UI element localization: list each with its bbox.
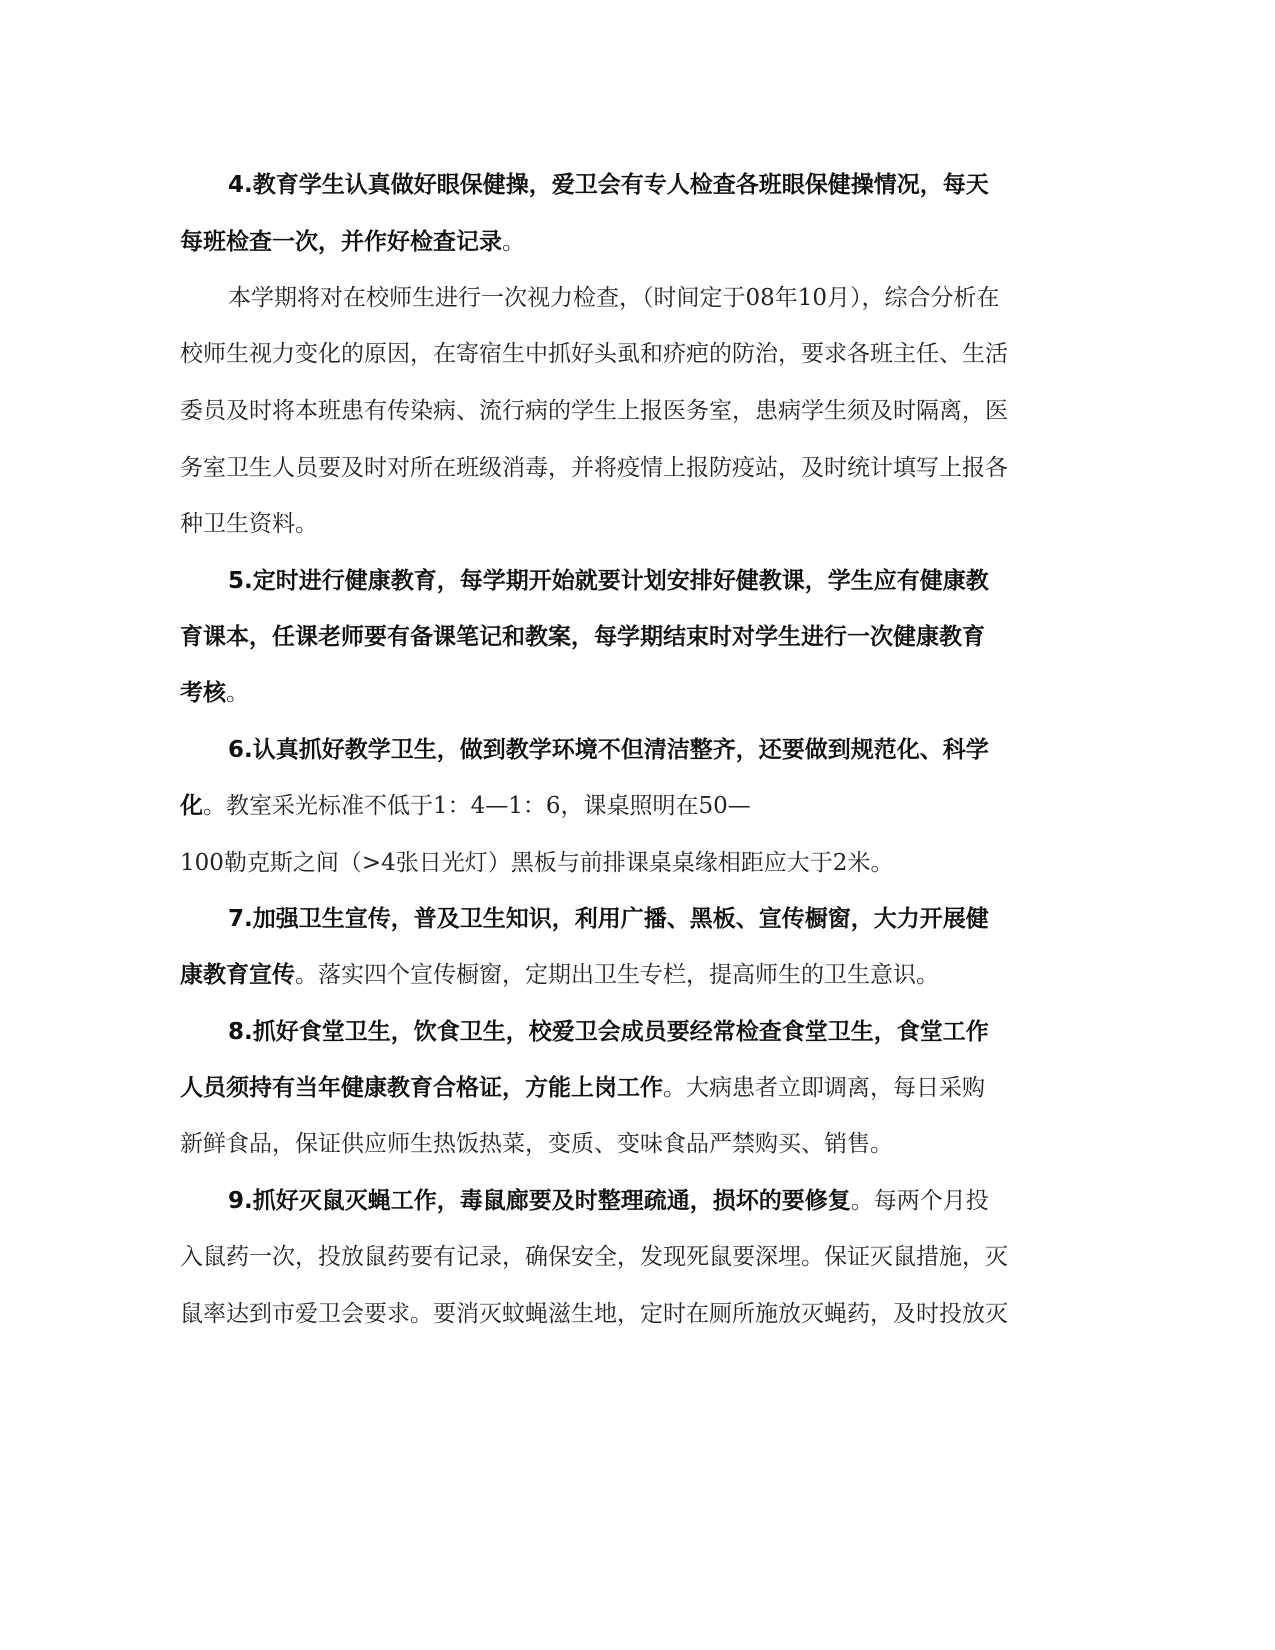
text-run: 种卫生资料。 [180, 511, 318, 537]
paragraph-6-line-2 [180, 791, 751, 821]
paragraph-8-line-1 [228, 1017, 989, 1047]
text-run: 8.抓好食堂卫生，饮食卫生，校爱卫会成员要经常检查食堂卫生，食堂工作 [228, 1019, 989, 1045]
vision-paragraph-line-5 [180, 509, 318, 539]
paragraph-6-line-3 [180, 848, 893, 878]
text-run: 100勒克斯之间（>4张日光灯）黑板与前排课桌桌缘相距应大于2米。 [180, 850, 894, 876]
text-run: 。落实四个宣传橱窗，定期出卫生专栏，提高师生的卫生意识。 [295, 962, 939, 988]
paragraph-8-line-3 [180, 1129, 893, 1159]
text-run: 育课本，任课老师要有备课笔记和教案，每学期结束时对学生进行一次健康教育 [180, 624, 985, 650]
paragraph-5-line-2 [180, 622, 985, 652]
paragraph-7-line-1 [228, 904, 989, 934]
text-run: 。每两个月投 [850, 1188, 989, 1214]
paragraph-6-line-1 [228, 735, 989, 765]
vision-paragraph-line-4 [180, 453, 1008, 483]
text-run: 化 [180, 793, 203, 819]
paragraph-7-line-2 [180, 960, 939, 990]
text-run: 。大病患者立即调离，每日采购 [663, 1075, 985, 1101]
text-run: 。 [502, 229, 525, 255]
paragraph-5-line-1 [228, 566, 989, 596]
text-run: 6.认真抓好教学卫生，做到教学环境不但清洁整齐，还要做到规范化、科学 [228, 737, 989, 763]
text-run: 。 [226, 680, 249, 706]
paragraph-9-line-2 [180, 1242, 1008, 1272]
text-run: 5.定时进行健康教育，每学期开始就要计划安排好健教课，学生应有健康教 [228, 568, 989, 594]
text-run: 鼠率达到市爱卫会要求。要消灭蚊蝇滋生地，定时在厕所施放灭蝇药，及时投放灭 [180, 1301, 1008, 1327]
text-run: 委员及时将本班患有传染病、流行病的学生上报医务室，患病学生须及时隔离，医 [180, 398, 1008, 424]
text-run: 本学期将对在校师生进行一次视力检查，（时间定于08年10月），综合分析在 [228, 285, 1000, 311]
paragraph-4-line-2 [180, 227, 525, 257]
text-run: 入鼠药一次，投放鼠药要有记录，确保安全，发现死鼠要深埋。保证灭鼠措施，灭 [180, 1244, 1008, 1270]
paragraph-9-line-3 [180, 1299, 1008, 1329]
text-run: 人员须持有当年健康教育合格证，方能上岗工作 [180, 1075, 663, 1101]
paragraph-4-line-1 [228, 170, 989, 200]
text-run: 9.抓好灭鼠灭蝇工作，毒鼠廊要及时整理疏通，损坏的要修复 [228, 1188, 851, 1214]
vision-paragraph-line-3 [180, 396, 1008, 426]
text-run: 7.加强卫生宣传，普及卫生知识，利用广播、黑板、宣传橱窗，大力开展健 [228, 906, 989, 932]
text-run: 康教育宣传 [180, 962, 295, 988]
text-run: 每班检查一次，并作好检查记录 [180, 229, 502, 255]
paragraph-9-line-1 [228, 1186, 989, 1216]
text-run: 。教室采光标准不低于1：4—1：6，课桌照明在50— [203, 793, 751, 819]
text-run: 新鲜食品，保证供应师生热饭热菜，变质、变味食品严禁购买、销售。 [180, 1131, 893, 1157]
paragraph-8-line-2 [180, 1073, 985, 1103]
paragraph-5-line-3 [180, 678, 249, 708]
text-run: 务室卫生人员要及时对所在班级消毒，并将疫情上报防疫站，及时统计填写上报各 [180, 455, 1008, 481]
text-run: 考核 [180, 680, 226, 706]
vision-paragraph-line-2 [180, 339, 1008, 369]
text-run: 校师生视力变化的原因，在寄宿生中抓好头虱和疥疤的防治，要求各班主任、生活 [180, 341, 1008, 367]
text-run: 4.教育学生认真做好眼保健操，爱卫会有专人检查各班眼保健操情况，每天 [228, 172, 989, 198]
vision-paragraph-line-1 [228, 283, 1000, 313]
